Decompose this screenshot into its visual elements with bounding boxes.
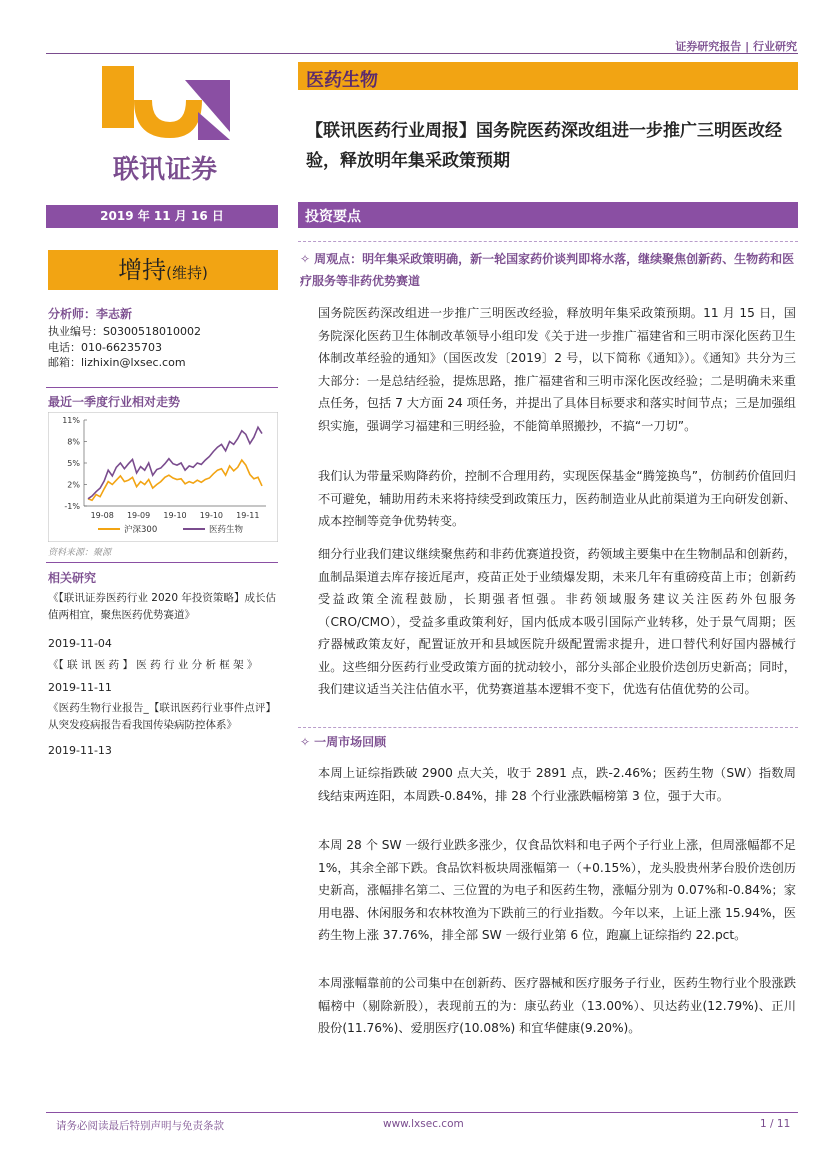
related-item-date: 2019-11-13	[48, 744, 112, 757]
diamond-bullet-icon: ✧	[300, 735, 311, 749]
logo-bar-left	[102, 66, 134, 128]
logo-u-shape	[134, 100, 202, 138]
paragraph: 本周上证综指跌破 2900 点大关，收于 2891 点，跌-2.46%；医药生物（SW）指数周线结束两连阳，本周跌-0.84%，排 28 个行业涨跌幅榜第 3 位，强于大市。	[318, 766, 796, 803]
highlights-title: 投资要点	[305, 209, 361, 225]
footer-url[interactable]: www.lxsec.com	[383, 1118, 464, 1130]
chart-source: 资料来源：聚源	[48, 548, 112, 558]
paragraph: 本周 28 个 SW 一级行业跌多涨少，仅食品饮料和电子两个子行业上涨，但周涨幅都不足 1%，其余全部下跌。食品饮料板块周涨幅第一（+0.15%），龙头股贵州茅台股价迭创历史新高，涨幅排名第二、三位置的为电子和医药生物，涨幅分别为 0.07%和-0.84%；家用电器、休闲服务和农林牧渔为下跌前三的行业指数。今年以来，上证上涨 15.94%，医药生物上涨 37.76%，排全部 SW 一级行业第 6 位，跑赢上证综指约 22.pct。	[318, 838, 796, 942]
x-tick-label: 19-10	[199, 511, 224, 520]
rating-box	[48, 250, 278, 290]
y-tick-label: 8%	[67, 437, 80, 447]
analyst-email: 邮箱：lizhixin@lxsec.com	[48, 356, 186, 369]
sidebar-divider	[46, 562, 278, 563]
footer-disclaimer[interactable]: 请务必阅读最后特别声明与免责条款	[56, 1120, 224, 1132]
legend-label: 医药生物	[209, 525, 244, 535]
y-tick-label: 2%	[67, 480, 80, 490]
chart-title: 最近一季度行业相对走势	[48, 395, 181, 409]
analyst-license: 执业编号：S0300518010002	[48, 325, 201, 338]
rating-main: 增持	[118, 256, 167, 284]
related-item-date: 2019-11-11	[48, 681, 112, 694]
report-title: 【联讯医药行业周报】国务院医药深改组进一步推广三明医改经验，释放明年集采政策预期	[306, 121, 782, 171]
analyst-name: 分析师：李志新	[48, 307, 133, 321]
bullet-text: 一周市场回顾	[314, 735, 387, 749]
trend-chart	[48, 412, 278, 542]
x-tick-label: 19-09	[126, 511, 151, 520]
y-tick-label: 5%	[67, 459, 80, 468]
related-research-title: 相关研究	[48, 571, 97, 585]
analyst-phone: 电话：010-66235703	[48, 341, 162, 354]
section-divider	[298, 241, 798, 243]
rating-sub: (维持)	[166, 264, 208, 282]
sector-name: 医药生物	[306, 70, 378, 91]
related-item-date: 2019-11-04	[48, 637, 112, 650]
sidebar-divider	[46, 387, 278, 388]
logo-brand-text: 联讯证券	[112, 155, 218, 185]
legend-label: 沪深300	[124, 525, 158, 535]
y-tick-label: 11%	[62, 416, 80, 425]
y-tick-label: -1%	[64, 502, 80, 511]
header-divider	[46, 53, 798, 54]
x-tick-label: 19-10	[163, 511, 187, 520]
report-type-label: 证券研究报告 | 行业研究	[675, 40, 797, 53]
x-tick-label: 19-11	[236, 511, 260, 520]
paragraph: 我们认为带量采购降药价，控制不合理用药，实现医保基金“腾笼换鸟”，仿制药价值回归不可避免，辅助用药未来将持续受到政策压力，医药制造业从此前渠道为王向研发创新、成本控制等竞争优势转变。	[318, 469, 796, 528]
bullet-weekly-view	[300, 248, 797, 292]
highlights-band	[298, 202, 798, 228]
related-item[interactable]: 《【 联 讯 医 药 】 医 药 行 业 分 析 框 架 》	[48, 659, 258, 671]
section-divider	[298, 727, 798, 729]
related-item[interactable]: 《医药生物行业报告_【联讯医药行业事件点评】从突发疫病报告看我国传染病防控体系》	[48, 702, 276, 731]
footer-divider	[46, 1112, 798, 1113]
bullet-market-review	[300, 731, 797, 753]
paragraph: 细分行业我们建议继续聚焦药和非药优赛道投资，药领域主要集中在生物制品和创新药，血制品渠道去库存接近尾声，疫苗正处于业绩爆发期，未来几年有重磅疫苗上市；创新药受益政策全流程鼓励，长期强者恒强。非药领域服务建议关注医药外包服务（CRO/CMO），受益多重政策利好，国内低成本吸引国际产业转移，处于景气周期；医疗器械政策友好，配置证放开和县域医院升级配置需求提升，进口替代利好国内器械行业。这些细分医药行业受政策方面的扰动较小，部分头部企业股价迭创历史新高；同时，我们建议适当关注估值水平，优势赛道基本逻辑不变下，优选有估值优势的公司。	[318, 547, 796, 696]
paragraph: 国务院医药深改组进一步推广三明医改经验，释放明年集采政策预期。11 月 15 日，国务院深化医药卫生体制改革领导小组印发《关于进一步推广福建省和三明市深化医药卫生体制改革经验的通知》（国医改发〔2019〕2 号，以下简称《通知》）。《通知》共分为三大部分：一是总结经验，提炼思路，推广福建省和三明市深化医改经验；二是明确未来重点任务，包括 7 大方面 24 项任务，并提出了具体目标要求和落实时间节点；三是加强组织实施，强调学习福建和三明经验，不能简单照搬抄，不搞“一刀切”。	[318, 306, 796, 433]
page-number: 1 / 11	[760, 1118, 791, 1130]
paragraph: 本周涨幅靠前的公司集中在创新药、医疗器械和医疗服务子行业，医药生物行业个股涨跌幅榜中（剔除新股），表现前五的为：康弘药业（13.00%）、贝达药业(12.79%)、正川股份(11.76%)、爱朋医疗(10.08%) 和宜华健康(9.20%)。	[318, 976, 796, 1035]
bullet-text: 周观点：明年集采政策明确，新一轮国家药价谈判即将水落，继续聚焦创新药、生物药和医疗服务等非药优势赛道	[300, 252, 795, 288]
x-tick-label: 19-08	[90, 511, 114, 520]
related-item[interactable]: 《【联讯证券医药行业 2020 年投资策略】成长估值两相宜，聚焦医药优势赛道》	[48, 592, 276, 621]
report-date: 2019 年 11 月 16 日	[46, 205, 278, 228]
diamond-bullet-icon: ✧	[300, 252, 311, 266]
brand-logo	[90, 60, 240, 185]
